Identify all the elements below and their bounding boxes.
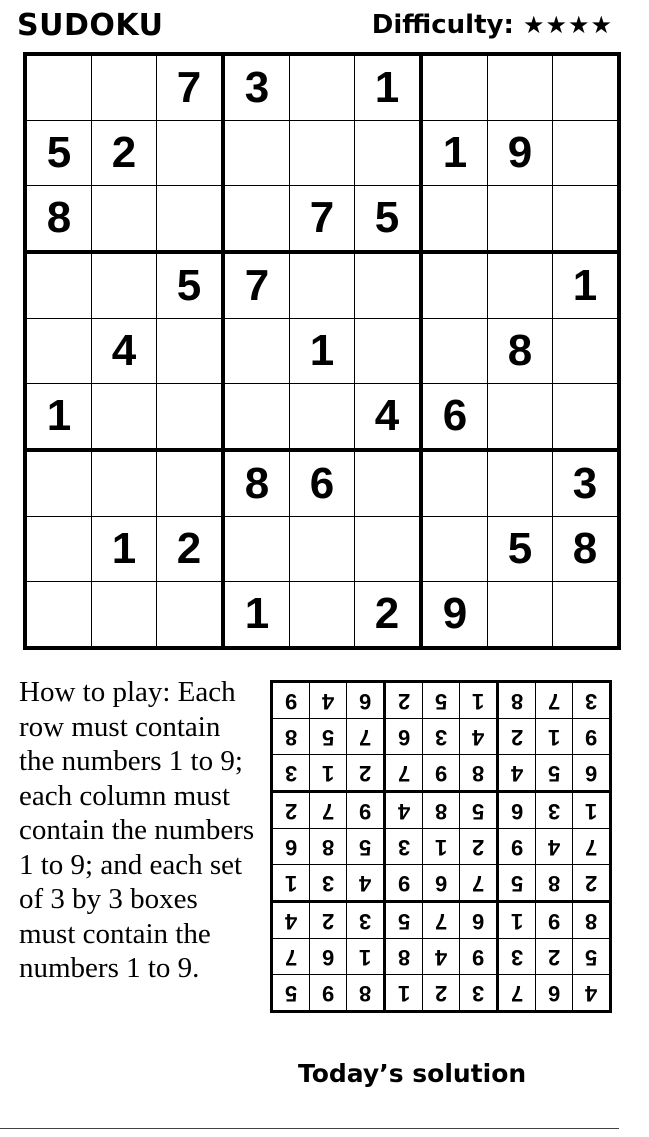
solution-cell-row — [272, 939, 611, 975]
solution-cell-digit: 5 — [397, 908, 411, 934]
solution-cell — [498, 792, 536, 829]
sudoku-cell[interactable] — [355, 319, 422, 384]
sudoku-cell[interactable] — [157, 121, 224, 186]
solution-cell — [536, 829, 573, 865]
solution-cell — [272, 755, 310, 792]
solution-cell-digit: 9 — [510, 834, 524, 860]
sudoku-cell[interactable] — [92, 186, 157, 253]
sudoku-cell[interactable] — [488, 252, 553, 319]
sudoku-cell[interactable] — [92, 54, 157, 121]
solution-cell-digit: 1 — [434, 834, 448, 860]
sudoku-cell[interactable] — [553, 186, 620, 253]
sudoku-cell: 5 — [355, 186, 422, 253]
solution-cell-digit: 9 — [547, 908, 561, 934]
sudoku-cell: 4 — [92, 319, 157, 384]
sudoku-cell[interactable] — [488, 582, 553, 649]
solution-cell-digit: 4 — [471, 724, 485, 750]
solution-cell — [573, 902, 611, 939]
sudoku-cell[interactable] — [488, 186, 553, 253]
solution-cell-digit: 7 — [547, 688, 561, 714]
solution-cell — [498, 975, 536, 1012]
solution-cell — [385, 682, 423, 719]
solution-cell — [460, 975, 498, 1012]
solution-cell-digit: 8 — [584, 908, 598, 934]
sudoku-cell: 1 — [92, 517, 157, 582]
difficulty-stars: ★★★★ — [522, 11, 613, 39]
solution-cell-digit: 1 — [358, 944, 372, 970]
solution-cell-digit: 7 — [397, 760, 411, 786]
solution-cell — [272, 939, 310, 975]
solution-cell — [423, 682, 460, 719]
sudoku-cell[interactable] — [553, 121, 620, 186]
solution-cell — [498, 865, 536, 902]
solution-cell-digit: 2 — [547, 944, 561, 970]
solution-cell-digit: 7 — [510, 980, 524, 1006]
sudoku-cell[interactable] — [421, 517, 488, 582]
solution-cell-digit: 8 — [321, 834, 335, 860]
solution-cell — [385, 939, 423, 975]
sudoku-cell[interactable] — [553, 582, 620, 649]
sudoku-cell-row — [25, 54, 619, 121]
solution-cell-digit: 9 — [358, 798, 372, 824]
solution-cell — [498, 719, 536, 755]
sudoku-cell: 5 — [488, 517, 553, 582]
solution-cell-digit: 4 — [321, 688, 335, 714]
solution-cell-digit: 6 — [397, 724, 411, 750]
solution-cell-digit: 3 — [397, 834, 411, 860]
sudoku-cell-row — [25, 582, 619, 649]
sudoku-cell[interactable] — [488, 54, 553, 121]
sudoku-cell[interactable] — [223, 517, 290, 582]
solution-cell-digit: 8 — [471, 760, 485, 786]
solution-cell — [385, 755, 423, 792]
solution-cell — [573, 939, 611, 975]
sudoku-cell-row — [25, 517, 619, 582]
solution-cell-row — [272, 975, 611, 1012]
solution-cell-row — [272, 829, 611, 865]
sudoku-cell[interactable] — [355, 517, 422, 582]
sudoku-cell[interactable] — [488, 384, 553, 451]
solution-cell — [536, 755, 573, 792]
solution-cell-digit: 5 — [434, 688, 448, 714]
sudoku-cell[interactable] — [157, 319, 224, 384]
solution-cell — [460, 792, 498, 829]
sudoku-cell-row — [25, 252, 619, 319]
solution-cell-digit: 4 — [284, 908, 298, 934]
solution-cell-digit: 3 — [358, 908, 372, 934]
solution-cell-digit: 6 — [510, 798, 524, 824]
sudoku-cell: 8 — [553, 517, 620, 582]
sudoku-grid — [23, 52, 621, 650]
solution-cell — [310, 865, 347, 902]
sudoku-cell: 6 — [290, 450, 355, 517]
solution-cell-digit: 4 — [510, 760, 524, 786]
solution-cell-digit: 6 — [584, 760, 598, 786]
sudoku-cell[interactable] — [355, 121, 422, 186]
solution-cell — [536, 939, 573, 975]
sudoku-cell[interactable] — [157, 186, 224, 253]
solution-cell — [423, 975, 460, 1012]
solution-cell — [423, 829, 460, 865]
solution-cell-digit: 1 — [471, 688, 485, 714]
sudoku-cell[interactable] — [290, 54, 355, 121]
solution-cell — [347, 829, 385, 865]
solution-cell-digit: 2 — [358, 760, 372, 786]
sudoku-cell[interactable] — [290, 252, 355, 319]
solution-cell — [460, 719, 498, 755]
solution-cell-digit: 7 — [358, 724, 372, 750]
sudoku-cell[interactable] — [92, 582, 157, 649]
solution-cell — [347, 719, 385, 755]
solution-cell — [347, 939, 385, 975]
solution-cell — [423, 755, 460, 792]
sudoku-cell: 1 — [553, 252, 620, 319]
solution-cell-row — [272, 682, 611, 719]
solution-cell — [423, 792, 460, 829]
solution-cell — [385, 975, 423, 1012]
solution-cell-row — [272, 719, 611, 755]
sudoku-cell[interactable] — [290, 582, 355, 649]
solution-cell-digit: 4 — [358, 870, 372, 896]
sudoku-cell[interactable] — [223, 384, 290, 451]
solution-cell-digit: 2 — [321, 908, 335, 934]
sudoku-cell: 9 — [488, 121, 553, 186]
sudoku-cell-row — [25, 121, 619, 186]
sudoku-cell-row — [25, 319, 619, 384]
solution-cell — [498, 755, 536, 792]
sudoku-cell: 2 — [92, 121, 157, 186]
sudoku-cell: 3 — [553, 450, 620, 517]
sudoku-cell[interactable] — [92, 384, 157, 451]
solution-cell — [310, 829, 347, 865]
solution-cell — [460, 939, 498, 975]
sudoku-cell[interactable] — [25, 582, 92, 649]
solution-caption: Today’s solution — [298, 1059, 527, 1088]
solution-cell-digit: 1 — [584, 798, 598, 824]
solution-cell-digit: 2 — [284, 798, 298, 824]
solution-cell — [310, 682, 347, 719]
solution-cell-digit: 3 — [547, 798, 561, 824]
sudoku-cell: 1 — [25, 384, 92, 451]
sudoku-cell[interactable] — [25, 54, 92, 121]
sudoku-cell[interactable] — [157, 582, 224, 649]
sudoku-cell[interactable] — [553, 54, 620, 121]
solution-cell — [573, 975, 611, 1012]
solution-cell — [460, 902, 498, 939]
solution-cell — [310, 902, 347, 939]
sudoku-cell[interactable] — [290, 121, 355, 186]
sudoku-cell[interactable] — [421, 252, 488, 319]
solution-cell — [310, 755, 347, 792]
solution-cell — [536, 975, 573, 1012]
solution-cell — [385, 902, 423, 939]
solution-cell — [536, 719, 573, 755]
solution-cell-digit: 4 — [547, 834, 561, 860]
solution-cell-digit: 2 — [397, 688, 411, 714]
solution-cell — [460, 829, 498, 865]
solution-cell-digit: 6 — [321, 944, 335, 970]
sudoku-cell[interactable] — [355, 252, 422, 319]
solution-cell — [347, 975, 385, 1012]
solution-cell-digit: 9 — [471, 944, 485, 970]
difficulty-label: Difficulty: — [371, 10, 514, 40]
solution-cell — [573, 719, 611, 755]
solution-cell — [272, 902, 310, 939]
solution-cell — [573, 829, 611, 865]
solution-cell-digit: 2 — [510, 724, 524, 750]
solution-cell-digit: 1 — [284, 870, 298, 896]
solution-cell-digit: 2 — [434, 980, 448, 1006]
sudoku-cell: 8 — [488, 319, 553, 384]
solution-cell-digit: 8 — [547, 870, 561, 896]
solution-cell — [385, 829, 423, 865]
solution-cell — [460, 865, 498, 902]
solution-cell — [573, 755, 611, 792]
solution-cell-digit: 5 — [547, 760, 561, 786]
sudoku-cell[interactable] — [553, 384, 620, 451]
sudoku-cell[interactable] — [157, 450, 224, 517]
solution-cell — [498, 682, 536, 719]
solution-cell-digit: 5 — [510, 870, 524, 896]
solution-cell-digit: 3 — [584, 688, 598, 714]
solution-cell-digit: 5 — [584, 944, 598, 970]
sudoku-cell[interactable] — [290, 384, 355, 451]
solution-cell — [573, 792, 611, 829]
solution-cell-digit: 3 — [510, 944, 524, 970]
sudoku-cell: 4 — [355, 384, 422, 451]
solution-grid — [270, 680, 612, 1013]
solution-cell — [310, 975, 347, 1012]
solution-cell-digit: 3 — [284, 760, 298, 786]
solution-cell — [498, 902, 536, 939]
solution-cell-digit: 1 — [321, 760, 335, 786]
solution-cell — [310, 939, 347, 975]
sudoku-cell[interactable] — [488, 450, 553, 517]
solution-cell-digit: 6 — [284, 834, 298, 860]
sudoku-cell[interactable] — [223, 319, 290, 384]
solution-cell-digit: 8 — [510, 688, 524, 714]
solution-cell-digit: 1 — [547, 724, 561, 750]
solution-cell-digit: 6 — [471, 908, 485, 934]
sudoku-cell[interactable] — [92, 450, 157, 517]
solution-cell — [536, 682, 573, 719]
solution-cell-digit: 6 — [358, 688, 372, 714]
solution-cell — [272, 829, 310, 865]
solution-cell — [310, 792, 347, 829]
solution-cell-digit: 5 — [321, 724, 335, 750]
sudoku-cell[interactable] — [223, 186, 290, 253]
solution-cell-digit: 1 — [397, 980, 411, 1006]
solution-cell — [347, 755, 385, 792]
difficulty-rating — [372, 10, 613, 40]
sudoku-cell: 2 — [355, 582, 422, 649]
solution-cell — [385, 719, 423, 755]
solution-cell-row — [272, 902, 611, 939]
solution-cell-digit: 9 — [584, 724, 598, 750]
solution-cell-digit: 3 — [321, 870, 335, 896]
solution-cell — [423, 865, 460, 902]
solution-cell — [347, 902, 385, 939]
sudoku-cell: 6 — [421, 384, 488, 451]
solution-cell-digit: 9 — [321, 980, 335, 1006]
solution-cell-digit: 4 — [397, 798, 411, 824]
solution-cell — [423, 902, 460, 939]
sudoku-cell: 1 — [223, 582, 290, 649]
sudoku-cell[interactable] — [157, 384, 224, 451]
solution-cell — [272, 792, 310, 829]
puzzle-title: SUDOKU — [17, 8, 164, 43]
solution-cell — [536, 792, 573, 829]
solution-cell-digit: 8 — [397, 944, 411, 970]
solution-cell — [272, 719, 310, 755]
solution-cell-digit: 3 — [471, 980, 485, 1006]
solution-cell-digit: 7 — [471, 870, 485, 896]
solution-cell — [347, 865, 385, 902]
solution-cell — [385, 792, 423, 829]
sudoku-cell[interactable] — [25, 319, 92, 384]
solution-cell-row — [272, 792, 611, 829]
solution-cell-digit: 9 — [397, 870, 411, 896]
solution-cell — [272, 682, 310, 719]
solution-cell-digit: 1 — [510, 908, 524, 934]
sudoku-cell[interactable] — [553, 319, 620, 384]
solution-cell — [498, 829, 536, 865]
solution-cell-digit: 7 — [584, 834, 598, 860]
solution-cell — [347, 792, 385, 829]
sudoku-cell[interactable] — [290, 517, 355, 582]
solution-cell-digit: 2 — [471, 834, 485, 860]
sudoku-cell-row — [25, 186, 619, 253]
solution-cell-digit: 4 — [584, 980, 598, 1006]
sudoku-cell[interactable] — [25, 517, 92, 582]
solution-cell-digit: 2 — [584, 870, 598, 896]
solution-cell-digit: 9 — [284, 688, 298, 714]
solution-cell — [310, 719, 347, 755]
solution-cell-digit: 7 — [321, 798, 335, 824]
solution-cell-digit: 7 — [434, 908, 448, 934]
sudoku-cell: 1 — [290, 319, 355, 384]
sudoku-cell[interactable] — [25, 252, 92, 319]
solution-cell-row — [272, 865, 611, 902]
sudoku-cell[interactable] — [421, 186, 488, 253]
sudoku-cell[interactable] — [92, 252, 157, 319]
sudoku-cell[interactable] — [421, 450, 488, 517]
sudoku-cell[interactable] — [25, 450, 92, 517]
sudoku-cell: 8 — [25, 186, 92, 253]
sudoku-cell[interactable] — [421, 54, 488, 121]
sudoku-cell: 7 — [290, 186, 355, 253]
solution-cell-digit: 7 — [284, 944, 298, 970]
sudoku-cell: 8 — [223, 450, 290, 517]
sudoku-cell[interactable] — [355, 450, 422, 517]
how-to-play-text: How to play: Each row must contain the numbers 1 to 9; each column must contain the numbers 1 to 9; and each set of 3 by 3 boxes must contain the numbers 1 to 9. — [19, 676, 255, 984]
solution-cell-digit: 4 — [434, 944, 448, 970]
sudoku-cell: 1 — [355, 54, 422, 121]
solution-cell-digit: 5 — [358, 834, 372, 860]
sudoku-cell: 9 — [421, 582, 488, 649]
sudoku-cell: 7 — [223, 252, 290, 319]
solution-cell — [536, 865, 573, 902]
solution-cell — [272, 865, 310, 902]
solution-cell — [498, 939, 536, 975]
sudoku-cell[interactable] — [223, 121, 290, 186]
solution-cell-digit: 3 — [434, 724, 448, 750]
sudoku-cell-row — [25, 450, 619, 517]
solution-cell-digit: 6 — [434, 870, 448, 896]
sudoku-cell[interactable] — [421, 319, 488, 384]
sudoku-cell: 7 — [157, 54, 224, 121]
solution-cell-row — [272, 755, 611, 792]
sudoku-cell: 3 — [223, 54, 290, 121]
solution-cell — [460, 682, 498, 719]
solution-cell-digit: 8 — [284, 724, 298, 750]
solution-cell — [573, 682, 611, 719]
bottom-divider — [0, 1128, 619, 1129]
sudoku-cell: 2 — [157, 517, 224, 582]
sudoku-cell: 5 — [157, 252, 224, 319]
solution-cell-digit: 8 — [358, 980, 372, 1006]
solution-cell — [460, 755, 498, 792]
solution-cell — [347, 682, 385, 719]
solution-cell-digit: 6 — [547, 980, 561, 1006]
solution-cell — [423, 939, 460, 975]
solution-cell — [385, 865, 423, 902]
solution-cell — [536, 902, 573, 939]
sudoku-cell: 1 — [421, 121, 488, 186]
solution-cell-digit: 5 — [284, 980, 298, 1006]
solution-cell — [272, 975, 310, 1012]
sudoku-cell: 5 — [25, 121, 92, 186]
solution-cell-digit: 8 — [434, 798, 448, 824]
solution-cell-digit: 9 — [434, 760, 448, 786]
solution-cell — [573, 865, 611, 902]
solution-cell-digit: 5 — [471, 798, 485, 824]
sudoku-cell-row — [25, 384, 619, 451]
solution-cell — [423, 719, 460, 755]
